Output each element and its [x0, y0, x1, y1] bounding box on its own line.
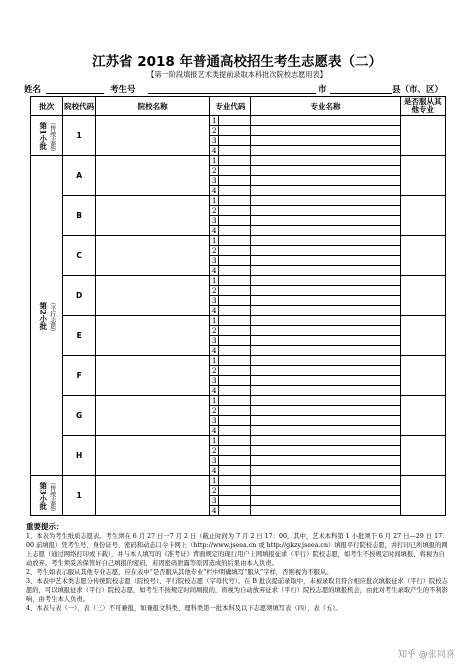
school-name-cell[interactable]	[95, 316, 210, 356]
school-name-cell[interactable]	[95, 356, 210, 396]
school-name-cell[interactable]	[95, 396, 210, 436]
major-name-cell[interactable]	[251, 226, 400, 236]
table-row	[31, 236, 446, 246]
major-index: 4	[211, 466, 217, 475]
school-code-cell[interactable]: H	[63, 436, 95, 476]
major-code-cell[interactable]	[219, 226, 251, 236]
major-code-cell[interactable]	[219, 316, 251, 326]
major-index: 4	[211, 426, 217, 435]
major-index: 3	[211, 496, 217, 505]
major-index: 3	[211, 376, 217, 385]
major-index: 1	[211, 356, 217, 365]
major-name-cell[interactable]	[251, 436, 400, 446]
major-code-cell[interactable]	[219, 296, 251, 306]
batch-cell	[31, 156, 63, 476]
school-name-cell[interactable]	[95, 276, 210, 316]
major-code-cell[interactable]	[219, 216, 251, 226]
major-index: 1	[211, 116, 217, 125]
major-code-cell[interactable]	[219, 466, 251, 476]
major-name-cell[interactable]	[251, 206, 400, 216]
obey-other-cell[interactable]	[400, 476, 445, 516]
major-index: 2	[211, 166, 217, 175]
table-header-row	[31, 97, 446, 116]
major-index: 2	[211, 206, 217, 215]
major-name-cell[interactable]	[251, 326, 400, 336]
major-index: 2	[211, 126, 217, 135]
major-index: 2	[211, 246, 217, 255]
school-code-cell[interactable]: G	[63, 396, 95, 436]
header-school-name: 院校名称	[95, 97, 210, 116]
major-code-cell[interactable]	[219, 146, 251, 156]
exam-no-label: 考生号	[110, 85, 136, 95]
table-body	[31, 116, 446, 516]
school-code-cell[interactable]: A	[63, 156, 95, 196]
batch-note: （传统志愿）	[48, 118, 56, 155]
major-name-cell[interactable]	[251, 486, 400, 496]
major-index: 2	[211, 406, 217, 415]
major-code-cell[interactable]	[219, 386, 251, 396]
header-major-code: 专业代码	[210, 97, 251, 116]
school-name-cell[interactable]	[95, 436, 210, 476]
major-name-cell[interactable]	[251, 126, 400, 136]
major-code-cell[interactable]	[219, 416, 251, 426]
form-subtitle: 【第一阶段填报艺术类提前录取本科批次院校志愿用表】	[147, 70, 327, 79]
school-code-cell[interactable]: 1	[63, 476, 95, 516]
table-row	[31, 276, 446, 286]
major-code-cell[interactable]	[219, 136, 251, 146]
major-name-cell[interactable]	[251, 456, 400, 466]
major-name-cell[interactable]	[251, 476, 400, 486]
major-index: 4	[211, 386, 217, 395]
obey-other-cell[interactable]	[400, 316, 445, 356]
major-name-cell[interactable]	[251, 246, 400, 256]
candidate-info-line	[20, 83, 460, 95]
major-name-cell[interactable]	[251, 156, 400, 166]
table-row	[31, 396, 446, 406]
name-field[interactable]	[46, 93, 104, 94]
batch-note: （平行志愿）	[48, 298, 56, 335]
major-index: 1	[211, 476, 217, 485]
major-code-cell[interactable]	[219, 286, 251, 296]
major-name-cell[interactable]	[251, 276, 400, 286]
major-code-cell[interactable]	[219, 186, 251, 196]
school-name-cell[interactable]	[95, 156, 210, 196]
major-name-cell[interactable]	[251, 406, 400, 416]
batch-label: 第1小批	[38, 121, 48, 150]
note-item: 2、考生如表示服从其他专业志愿，应在表中“是否服从其他专业”栏中明确填写“服从”字样，否则视为不服从。	[26, 569, 333, 576]
form-title: 江苏省 2018 年普通高校招生考生志愿表（二）	[92, 54, 382, 70]
obey-other-cell[interactable]	[400, 276, 445, 316]
major-index: 3	[211, 416, 217, 425]
major-code-cell[interactable]	[219, 376, 251, 386]
major-name-cell[interactable]	[251, 286, 400, 296]
major-code-cell[interactable]	[219, 276, 251, 286]
major-code-cell[interactable]	[219, 266, 251, 276]
major-code-cell[interactable]	[219, 246, 251, 256]
school-code-cell[interactable]: C	[63, 236, 95, 276]
table-row	[31, 196, 446, 206]
county-label: 县（市、区）	[392, 85, 444, 95]
major-name-cell[interactable]	[251, 296, 400, 306]
header-batch: 批次	[31, 97, 63, 116]
major-index: 2	[211, 286, 217, 295]
major-name-cell[interactable]	[251, 116, 400, 126]
major-code-cell[interactable]	[219, 196, 251, 206]
major-index: 4	[211, 146, 217, 155]
city-field[interactable]	[300, 93, 316, 94]
major-name-cell[interactable]	[251, 336, 400, 346]
major-index: 1	[211, 396, 217, 405]
table-row	[31, 156, 446, 166]
note-item: 3、本表中艺术类志愿分传统院校志愿（院校号）、平行院校志愿（字母代号）。在 B 批次提前录取中，未被录取且符合相应批次填报征求（平行）院校志愿的，可以填报征求（平行）院校志愿，如考生不按规定时间填报的，将视为自动放弃征求（平行）院校志愿的填报机会，由此对考生录取产生的不利影响，由考生本人负责。	[26, 578, 448, 603]
major-index: 2	[211, 326, 217, 335]
major-code-cell[interactable]	[219, 456, 251, 466]
major-code-cell[interactable]	[219, 306, 251, 316]
major-code-cell[interactable]	[219, 406, 251, 416]
major-index: 1	[211, 276, 217, 285]
major-index: 3	[211, 136, 217, 145]
major-code-cell[interactable]	[219, 366, 251, 376]
major-name-cell[interactable]	[251, 216, 400, 226]
major-index: 2	[211, 366, 217, 375]
city-label: 市	[318, 85, 327, 95]
school-code-cell[interactable]: D	[63, 276, 95, 316]
school-code-cell[interactable]: 1	[63, 116, 95, 156]
header-obey-other: 是否服从其他专业	[400, 97, 445, 116]
exam-no-field[interactable]	[148, 93, 310, 94]
major-index: 4	[211, 506, 217, 515]
county-field[interactable]	[330, 93, 392, 94]
major-code-cell[interactable]	[219, 356, 251, 366]
table-row	[31, 356, 446, 366]
obey-other-cell[interactable]	[400, 156, 445, 196]
school-name-cell[interactable]	[95, 116, 210, 156]
major-name-cell[interactable]	[251, 136, 400, 146]
major-index: 4	[211, 346, 217, 355]
major-name-cell[interactable]	[251, 316, 400, 326]
major-code-cell[interactable]	[219, 126, 251, 136]
school-name-cell[interactable]	[95, 476, 210, 516]
batch-label: 第2小批	[38, 301, 48, 330]
major-code-cell[interactable]	[219, 476, 251, 486]
major-name-cell[interactable]	[251, 256, 400, 266]
notes-heading: 重要提示：	[26, 522, 64, 531]
major-index: 4	[211, 186, 217, 195]
note-item: 1、本表为考生纸质志愿表。考生须在 6 月 27 日一7 月 2 日（截止时间为 7 月 2 日 17：00，其中，艺术本科第 1 小批须于 6 月 27 日—29 日 17：00 前填报）凭考生号、身份证号、密码和动态口令卡网上（http://www.jseea.cn 或 http://gkzy.jseea.cn）填报平行院校志愿，并打印已所填报的网上志愿（通过网络打印或下载），并与本人填写的《准考证》背面规定的现行用户上网填报征求（平行）院校志愿，如考生不按规定时间填报，将视为自动放弃。考生须妥善保管好自己填报的密码，若因密码泄露等原因造成的后果由本人负责。	[26, 533, 449, 567]
major-name-cell[interactable]	[251, 146, 400, 156]
major-code-cell[interactable]	[219, 486, 251, 496]
name-label: 姓名	[24, 85, 42, 95]
header-major-name: 专业名称	[251, 97, 400, 116]
major-index: 1	[211, 236, 217, 245]
major-index: 1	[211, 156, 217, 165]
batch-note: （传统志愿）	[48, 478, 56, 515]
major-name-cell[interactable]	[251, 376, 400, 386]
major-name-cell[interactable]	[251, 346, 400, 356]
watermark: 知乎 @张同喜	[398, 650, 455, 660]
major-index: 4	[211, 306, 217, 315]
major-code-cell[interactable]	[219, 206, 251, 216]
major-name-cell[interactable]	[251, 266, 400, 276]
major-code-cell[interactable]	[219, 256, 251, 266]
batch-label: 第3小批	[38, 481, 48, 510]
major-code-cell[interactable]	[219, 166, 251, 176]
major-name-cell[interactable]	[251, 186, 400, 196]
major-index: 1	[211, 436, 217, 445]
obey-other-cell[interactable]	[400, 236, 445, 276]
table-row	[31, 476, 446, 486]
major-code-cell[interactable]	[219, 506, 251, 516]
school-code-cell[interactable]: F	[63, 356, 95, 396]
major-name-cell[interactable]	[251, 396, 400, 406]
major-name-cell[interactable]	[251, 496, 400, 506]
major-index: 3	[211, 216, 217, 225]
major-index: 1	[211, 196, 217, 205]
major-index: 3	[211, 336, 217, 345]
major-name-cell[interactable]	[251, 306, 400, 316]
school-code-cell[interactable]: B	[63, 196, 95, 236]
major-index: 3	[211, 256, 217, 265]
major-code-cell[interactable]	[219, 236, 251, 246]
major-code-cell[interactable]	[219, 436, 251, 446]
major-index: 2	[211, 446, 217, 455]
major-name-cell[interactable]	[251, 366, 400, 376]
note-item: 4、本表与表（一）、表（三）不可兼报，如兼报文科类、理科类第一批本科及以下志愿须填写表（四）、表（五）。	[26, 605, 342, 612]
header-school-code: 院校代码	[63, 97, 95, 116]
major-code-cell[interactable]	[219, 336, 251, 346]
obey-other-cell[interactable]	[400, 196, 445, 236]
major-code-cell[interactable]	[219, 116, 251, 126]
major-code-cell[interactable]	[219, 496, 251, 506]
batch-cell	[31, 476, 63, 516]
major-name-cell[interactable]	[251, 176, 400, 186]
batch-cell	[31, 116, 63, 156]
major-code-cell[interactable]	[219, 426, 251, 436]
major-name-cell[interactable]	[251, 416, 400, 426]
major-name-cell[interactable]	[251, 386, 400, 396]
obey-other-cell[interactable]	[400, 116, 445, 156]
major-name-cell[interactable]	[251, 196, 400, 206]
major-index: 3	[211, 296, 217, 305]
volunteer-table	[30, 96, 446, 516]
table-row	[31, 116, 446, 126]
major-name-cell[interactable]	[251, 166, 400, 176]
major-code-cell[interactable]	[219, 176, 251, 186]
major-name-cell[interactable]	[251, 506, 400, 516]
major-code-cell[interactable]	[219, 326, 251, 336]
notes-section	[26, 522, 450, 613]
major-code-cell[interactable]	[219, 396, 251, 406]
major-name-cell[interactable]	[251, 446, 400, 456]
major-code-cell[interactable]	[219, 156, 251, 166]
major-index: 2	[211, 486, 217, 495]
obey-other-cell[interactable]	[400, 396, 445, 436]
major-index: 3	[211, 456, 217, 465]
obey-other-cell[interactable]	[400, 436, 445, 476]
school-name-cell[interactable]	[95, 236, 210, 276]
major-index: 3	[211, 176, 217, 185]
major-name-cell[interactable]	[251, 236, 400, 246]
major-code-cell[interactable]	[219, 346, 251, 356]
table-row	[31, 436, 446, 446]
major-name-cell[interactable]	[251, 426, 400, 436]
school-code-cell[interactable]: E	[63, 316, 95, 356]
school-name-cell[interactable]	[95, 196, 210, 236]
major-index: 4	[211, 226, 217, 235]
major-index: 4	[211, 266, 217, 275]
major-index: 1	[211, 316, 217, 325]
major-name-cell[interactable]	[251, 356, 400, 366]
table-row	[31, 316, 446, 326]
major-name-cell[interactable]	[251, 466, 400, 476]
major-code-cell[interactable]	[219, 446, 251, 456]
obey-other-cell[interactable]	[400, 356, 445, 396]
